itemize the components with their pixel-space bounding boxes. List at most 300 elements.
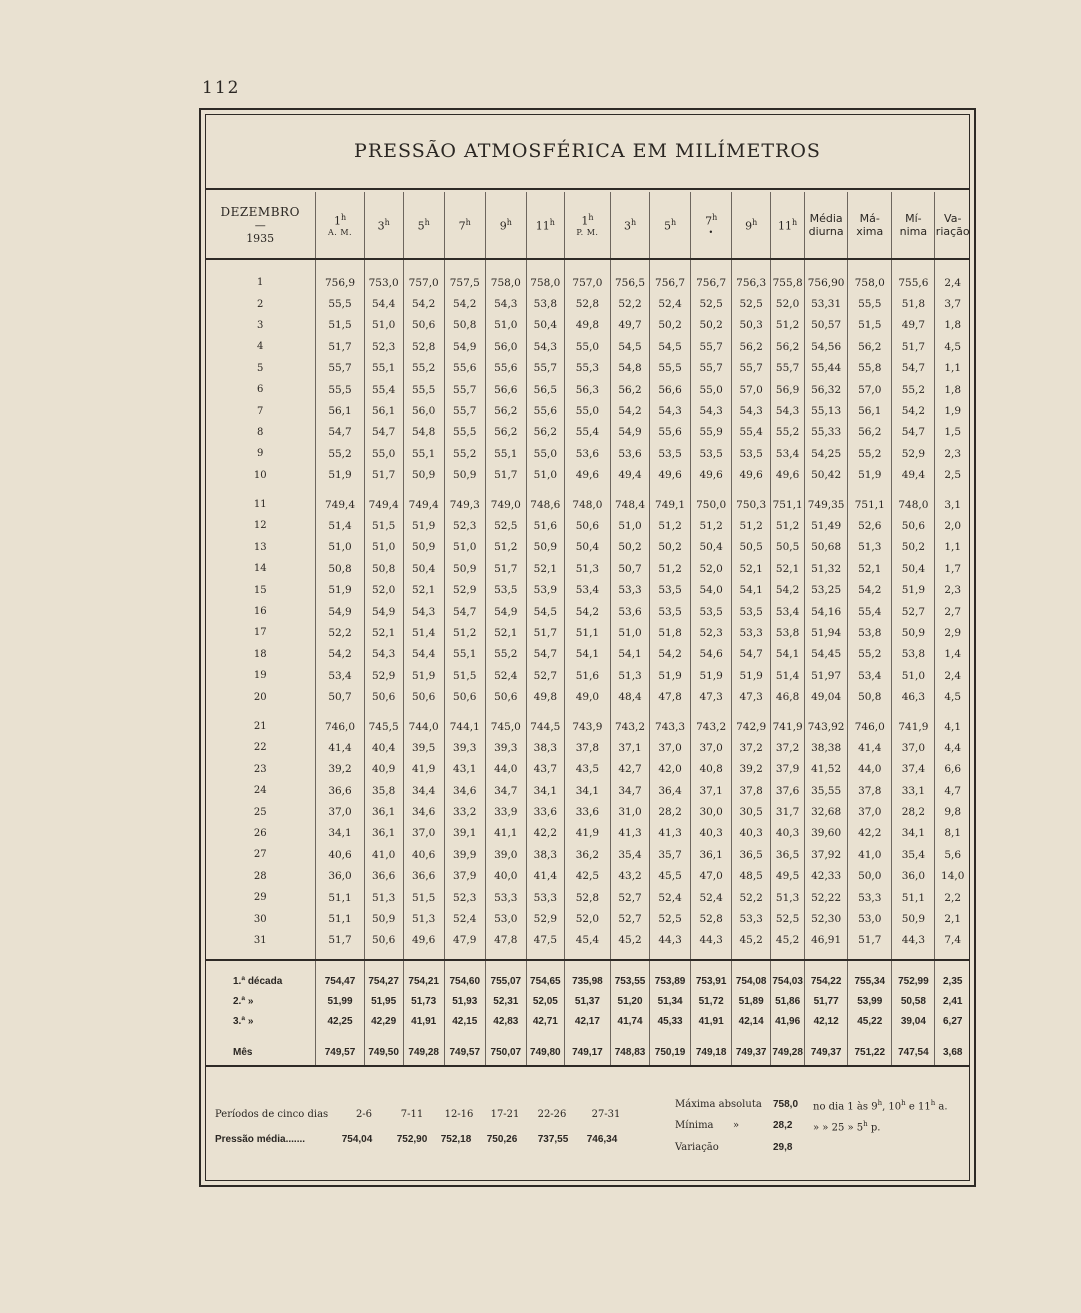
table-cell: 42,29 [364,1011,403,1031]
absolute-max-value: 758,0 [773,1099,799,1110]
table-cell: 52,05 [526,991,564,1011]
table-cell: 51,9 [316,465,364,486]
table-cell: 754,03 [771,971,805,991]
table-cell: 53,4 [771,443,805,464]
table-cell: 55,5 [316,293,364,314]
table-cell: 751,1 [771,494,805,515]
table-cell: 55,4 [848,601,892,622]
table-cell: 56,2 [732,336,771,357]
spacer-row [205,259,970,272]
row-label: 3 [257,319,264,331]
table-cell: 1,9 [935,400,970,421]
row-label: 14 [253,563,267,575]
table-cell: 44,3 [650,930,691,951]
table-cell: 53,4 [848,665,892,686]
table-cell: 741,9 [771,716,805,737]
table-cell: 42,5 [564,866,610,887]
period-4: 17-21 [490,1109,520,1120]
table-cell: 54,9 [485,601,526,622]
table-cell: 34,1 [564,780,610,801]
row-label: 26 [253,827,267,839]
table-cell: 55,1 [485,443,526,464]
table-cell: 51,1 [316,887,364,908]
table-cell: 54,1 [732,579,771,600]
table-cell: 41,91 [403,1011,444,1031]
table-cell: 41,1 [485,823,526,844]
table-cell: 41,9 [564,823,610,844]
table-cell: 51,2 [650,515,691,536]
row-label: 23 [253,763,267,775]
pressure-mean-3: 752,18 [440,1134,472,1145]
table-cell: 51,7 [892,336,935,357]
table-cell: 41,96 [771,1011,805,1031]
table-cell: 1,8 [935,379,970,400]
table-cell: 55,33 [805,422,848,443]
table-cell: 53,0 [848,908,892,929]
table-cell: 55,5 [650,358,691,379]
table-cell: 55,7 [526,358,564,379]
table-cell: 53,3 [485,887,526,908]
day-row [205,315,970,336]
table-cell: 51,3 [364,887,403,908]
table-cell: 49,8 [564,315,610,336]
periods-label: Períodos de cinco dias [215,1109,329,1120]
table-cell: 34,1 [892,823,935,844]
table-cell: 55,6 [485,358,526,379]
table-cell: 749,50 [364,1039,403,1066]
hour-header-3: 5$^h$ [403,192,444,259]
table-cell: 51,94 [805,622,848,643]
table-cell: 49,8 [526,686,564,707]
table-cell: 36,0 [316,866,364,887]
table-cell: 750,3 [732,494,771,515]
table-cell: 55,0 [564,400,610,421]
table-cell: 55,7 [691,358,732,379]
table-cell: 54,5 [526,601,564,622]
table-cell: 2,9 [935,622,970,643]
table-cell: 55,0 [526,443,564,464]
table-cell: 52,1 [526,558,564,579]
row-label: 19 [253,670,267,682]
table-cell: 51,34 [650,991,691,1011]
period-2: 7-11 [400,1109,424,1120]
table-cell: 37,0 [691,737,732,758]
table-cell: 3,1 [935,494,970,515]
table-cell: 2,4 [935,272,970,293]
table-cell: 54,2 [650,644,691,665]
table-cell: 51,4 [316,515,364,536]
day-row [205,644,970,665]
table-cell: 35,8 [364,780,403,801]
table-cell: 53,4 [564,579,610,600]
table-cell: 53,9 [526,579,564,600]
table-cell: 55,4 [364,379,403,400]
table-cell: 54,7 [364,422,403,443]
row-label: 1 [257,277,264,289]
table-cell: 53,6 [611,601,650,622]
table-cell: 55,1 [403,443,444,464]
table-cell: 51,0 [364,537,403,558]
table-cell: 56,1 [364,400,403,421]
table-cell: 756,9 [316,272,364,293]
row-label: 27 [253,849,267,861]
table-cell: 53,3 [611,579,650,600]
table-cell: 37,1 [691,780,732,801]
table-cell: 44,0 [848,759,892,780]
table-cell: 36,5 [771,844,805,865]
table-cell: 37,92 [805,844,848,865]
table-cell: 748,83 [611,1039,650,1066]
table-cell: 54,2 [403,293,444,314]
table-cell: 51,7 [485,558,526,579]
table-cell: 51,6 [564,665,610,686]
month-dash: — [254,219,266,232]
min-value: 28,2 [773,1120,793,1131]
table-cell: 56,3 [564,379,610,400]
table-cell: 751,22 [848,1039,892,1066]
table-cell: 52,8 [691,908,732,929]
table-cell: 36,2 [564,844,610,865]
table-cell: 50,4 [564,537,610,558]
table-cell: 4,5 [935,336,970,357]
table-cell: 37,2 [732,737,771,758]
table-cell: 756,7 [650,272,691,293]
table-cell: 50,6 [403,315,444,336]
table-cell: 52,7 [611,887,650,908]
table-cell: 56,2 [611,379,650,400]
table-cell: 51,9 [403,515,444,536]
table-cell: 51,0 [611,622,650,643]
day-row [205,601,970,622]
table-cell: 47,8 [485,930,526,951]
day-row [205,801,970,822]
table-cell: 52,3 [691,622,732,643]
hour-header-5: 9$^h$ [485,192,526,259]
table-cell: 51,7 [316,930,364,951]
table-cell: 2,41 [935,991,970,1011]
table-cell: 38,3 [526,844,564,865]
table-cell: 36,1 [691,844,732,865]
pressure-mean-5: 737,55 [537,1134,569,1145]
table-cell: 51,4 [403,622,444,643]
footer-summary [205,1088,970,1181]
table-cell: 1,8 [935,315,970,336]
table-cell: 54,7 [892,422,935,443]
table-cell: 54,2 [848,579,892,600]
day-row [205,336,970,357]
table-cell: 52,7 [526,665,564,686]
period-6: 27-31 [591,1109,621,1120]
row-label: 9 [257,448,264,460]
pressure-mean-6: 746,34 [586,1134,618,1145]
table-cell: 55,5 [316,379,364,400]
table-cell: 43,1 [444,759,485,780]
table-cell: 54,7 [444,601,485,622]
table-cell: 749,28 [771,1039,805,1066]
table-cell: 51,9 [316,579,364,600]
table-cell: 749,0 [485,494,526,515]
table-cell: 41,91 [691,1011,732,1031]
table-cell: 2,35 [935,971,970,991]
table-cell: 747,54 [892,1039,935,1066]
table-cell: 56,1 [848,400,892,421]
table-cell: 54,3 [485,293,526,314]
table-cell: 50,42 [805,465,848,486]
table-cell: 756,7 [691,272,732,293]
table-cell: 2,7 [935,601,970,622]
table-cell: 55,7 [316,358,364,379]
table-cell: 755,8 [771,272,805,293]
spacer-row [205,1031,970,1039]
table-cell: 54,5 [611,336,650,357]
table-cell: 755,07 [485,971,526,991]
table-cell: 746,0 [848,716,892,737]
table-cell: 50,9 [403,465,444,486]
header-row [205,192,970,259]
table-cell: 55,5 [403,379,444,400]
table-cell: 8,1 [935,823,970,844]
table-cell: 55,9 [691,422,732,443]
table-cell: 53,4 [316,665,364,686]
table-cell: 54,3 [526,336,564,357]
table-cell: 52,3 [444,515,485,536]
table-cell: 749,28 [403,1039,444,1066]
table-cell: 51,8 [892,293,935,314]
hour-header-12: 11$^h$ [771,192,805,259]
table-cell: 55,2 [403,358,444,379]
table-cell: 51,1 [892,887,935,908]
table-cell: 51,2 [485,537,526,558]
table-cell: 42,17 [564,1011,610,1031]
table-cell: 54,45 [805,644,848,665]
table-cell: 52,0 [564,908,610,929]
table-cell: 42,71 [526,1011,564,1031]
table-cell: 55,2 [485,644,526,665]
table-cell: 37,0 [403,823,444,844]
table-cell: 40,3 [732,823,771,844]
table-cell: 52,1 [771,558,805,579]
table-cell: 52,8 [564,293,610,314]
table-cell: 51,5 [848,315,892,336]
table-cell: 50,4 [403,558,444,579]
table-cell: 36,4 [650,780,691,801]
table-cell: 2,0 [935,515,970,536]
stat-header-1: Média diurna [805,192,848,259]
table-cell: 41,0 [848,844,892,865]
table-cell: 51,99 [316,991,364,1011]
table-cell: 50,9 [444,558,485,579]
table-cell: 53,3 [732,622,771,643]
table-cell: 51,7 [485,465,526,486]
table-cell: 749,57 [316,1039,364,1066]
hour-header-1: 1$^h$ A. M. [316,192,364,259]
day-row [205,866,970,887]
table-cell: 2,5 [935,465,970,486]
table-cell: 52,5 [485,515,526,536]
table-cell: 55,13 [805,400,848,421]
row-label: 24 [253,785,267,797]
table-cell: 55,0 [364,443,403,464]
table-cell: 52,31 [485,991,526,1011]
hour-header-6: 11$^h$ [526,192,564,259]
table-cell: 57,0 [848,379,892,400]
day-row [205,716,970,737]
page-number: 112 [202,78,241,98]
day-row [205,823,970,844]
table-cell: 51,3 [403,908,444,929]
table-cell: 50,7 [316,686,364,707]
table-cell: 51,6 [526,515,564,536]
table-cell: 39,1 [444,823,485,844]
table-cell: 50,6 [564,515,610,536]
table-cell: 41,3 [650,823,691,844]
pressure-mean-4: 750,26 [486,1134,518,1145]
table-cell: 753,91 [691,971,732,991]
table-cell: 52,0 [771,293,805,314]
table-cell: 55,2 [316,443,364,464]
table-cell: 56,1 [316,400,364,421]
table-cell: 37,9 [444,866,485,887]
table-cell: 47,9 [444,930,485,951]
day-row [205,622,970,643]
table-cell: 50,8 [364,558,403,579]
table-cell: 42,2 [526,823,564,844]
table-cell: 45,2 [611,930,650,951]
row-label: 30 [253,913,267,925]
day-row [205,443,970,464]
table-cell: 55,2 [444,443,485,464]
table-cell: 39,60 [805,823,848,844]
table-cell: 45,2 [771,930,805,951]
table-cell: 50,4 [691,537,732,558]
table-cell: 51,0 [316,537,364,558]
table-cell: 735,98 [564,971,610,991]
table-cell: 50,9 [364,908,403,929]
row-label: 10 [253,469,267,481]
table-cell: 754,65 [526,971,564,991]
table-cell: 51,0 [364,315,403,336]
table-cell: 50,2 [650,315,691,336]
table-cell: 50,2 [892,537,935,558]
table-cell: 57,0 [732,379,771,400]
table-cell: 755,6 [892,272,935,293]
table-cell: 746,0 [316,716,364,737]
table-cell: 45,33 [650,1011,691,1031]
table-cell: 39,04 [892,1011,935,1031]
table-cell: 41,4 [316,737,364,758]
table-cell: 51,7 [848,930,892,951]
table-cell: 52,0 [691,558,732,579]
table-cell: 42,0 [650,759,691,780]
table-cell: 49,4 [892,465,935,486]
table-cell: 52,3 [444,887,485,908]
table-cell: 51,37 [564,991,610,1011]
table-cell: 743,3 [650,716,691,737]
table-cell: 53,6 [611,443,650,464]
table-cell: 55,3 [564,358,610,379]
table-cell: 52,1 [364,622,403,643]
table-cell: 51,95 [364,991,403,1011]
row-label: 4 [257,341,264,353]
table-title: PRESSÃO ATMOSFÉRICA EM MILÍMETROS [205,114,970,190]
table-cell: 50,0 [848,866,892,887]
period-1: 2-6 [355,1109,373,1120]
month-label: DEZEMBRO [220,204,300,219]
table-cell: 51,9 [892,579,935,600]
table-cell: 40,8 [691,759,732,780]
table-cell: 56,6 [650,379,691,400]
table-cell: 52,6 [848,515,892,536]
table-cell: 748,4 [611,494,650,515]
table-cell: 55,0 [564,336,610,357]
table-cell: 52,4 [691,887,732,908]
table-cell: 51,3 [611,665,650,686]
table-cell: 43,5 [564,759,610,780]
table-cell: 54,9 [316,601,364,622]
table-cell: 50,9 [892,622,935,643]
table-cell: 753,89 [650,971,691,991]
table-cell: 54,56 [805,336,848,357]
table-cell: 749,37 [732,1039,771,1066]
table-cell: 757,0 [564,272,610,293]
year-label: 1935 [246,232,275,246]
absolute-max-note: no dia 1 às 9$^h$, 10$^h$ e 11$^h$ a. [813,1099,948,1113]
table-cell: 51,77 [805,991,848,1011]
table-cell: 754,60 [444,971,485,991]
table-cell: 56,5 [526,379,564,400]
table-cell: 42,7 [611,759,650,780]
table-cell: 35,4 [611,844,650,865]
pressure-table [205,192,970,1067]
table-cell: 55,4 [564,422,610,443]
table-cell: 749,35 [805,494,848,515]
table-cell: 40,3 [771,823,805,844]
table-cell: 55,4 [732,422,771,443]
table-cell: 50,9 [526,537,564,558]
table-cell: 37,0 [848,801,892,822]
table-cell: 42,33 [805,866,848,887]
row-label: 25 [253,806,267,818]
table-cell: 55,1 [444,644,485,665]
table-cell: 53,8 [771,622,805,643]
row-label: 5 [257,362,264,374]
table-cell: 41,3 [611,823,650,844]
table-cell: 37,6 [771,780,805,801]
table-cell: 40,6 [403,844,444,865]
table-cell: 37,0 [316,801,364,822]
table-cell: 2,4 [935,665,970,686]
table-cell: 49,4 [611,465,650,486]
table-cell: 743,2 [611,716,650,737]
table-cell: 758,0 [526,272,564,293]
table-cell: 35,7 [650,844,691,865]
table-cell: 50,7 [611,558,650,579]
table-cell: 50,5 [732,537,771,558]
row-label: 20 [253,691,267,703]
table-cell: 42,15 [444,1011,485,1031]
table-cell: 36,0 [892,866,935,887]
table-cell: 51,5 [364,515,403,536]
row-label: 12 [253,520,267,532]
table-cell: 749,4 [364,494,403,515]
table-cell: 53,5 [691,443,732,464]
table-cell: 37,0 [650,737,691,758]
table-cell: 54,4 [403,644,444,665]
table-cell: 53,3 [732,908,771,929]
table-cell: 47,0 [691,866,732,887]
pressure-mean-2: 752,90 [396,1134,428,1145]
table-cell: 43,7 [526,759,564,780]
